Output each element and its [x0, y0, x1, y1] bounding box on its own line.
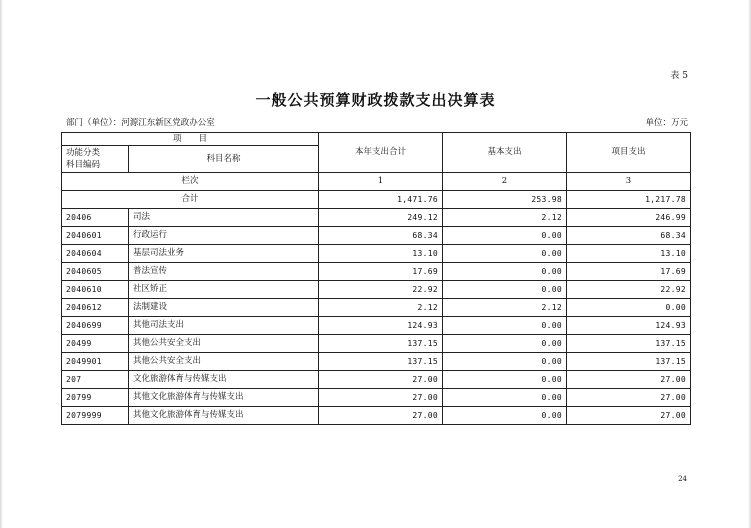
basic-cell: 0.00 [443, 317, 567, 335]
total-basic: 253.98 [443, 191, 567, 209]
header-project-expenditure: 项目支出 [567, 133, 691, 173]
unit-label: 单位：万元 [645, 118, 688, 128]
expenditure-table [61, 132, 691, 425]
basic-cell: 0.00 [443, 281, 567, 299]
page-number: 24 [678, 475, 687, 483]
department-label: 部门（单位）：河源江东新区党政办公室 [66, 118, 215, 128]
index-row [62, 173, 691, 191]
function-code-cell: 2040699 [62, 317, 129, 335]
table-row [62, 209, 691, 227]
function-code-cell: 2040604 [62, 245, 129, 263]
basic-cell: 0.00 [443, 263, 567, 281]
function-code-cell: 2079999 [62, 407, 129, 425]
function-code-cell: 2049901 [62, 353, 129, 371]
project-cell: 124.93 [567, 317, 691, 335]
function-code-cell: 2040612 [62, 299, 129, 317]
basic-cell: 0.00 [443, 371, 567, 389]
table-row [62, 281, 691, 299]
total-project: 1,217.78 [567, 191, 691, 209]
subject-name-cell: 其他公共安全支出 [129, 335, 319, 353]
total-cell: 27.00 [319, 407, 443, 425]
subject-name-cell: 文化旅游体育与传媒支出 [129, 371, 319, 389]
project-cell: 0.00 [567, 299, 691, 317]
total-cell: 2.12 [319, 299, 443, 317]
project-cell: 27.00 [567, 407, 691, 425]
table-row [62, 389, 691, 407]
total-cell: 137.15 [319, 353, 443, 371]
page-edge-left [0, 0, 3, 528]
total-sum: 1,471.76 [319, 191, 443, 209]
function-code-cell: 20406 [62, 209, 129, 227]
basic-cell: 0.00 [443, 335, 567, 353]
project-cell: 68.34 [567, 227, 691, 245]
subject-name-cell: 其他公共安全支出 [129, 353, 319, 371]
function-code-cell: 20499 [62, 335, 129, 353]
total-cell: 27.00 [319, 389, 443, 407]
function-code-cell: 2040601 [62, 227, 129, 245]
table-row [62, 371, 691, 389]
total-cell: 27.00 [319, 371, 443, 389]
index-3: 3 [567, 173, 691, 191]
total-cell: 13.10 [319, 245, 443, 263]
total-cell: 124.93 [319, 317, 443, 335]
basic-cell: 0.00 [443, 407, 567, 425]
function-code-cell: 20799 [62, 389, 129, 407]
index-2: 2 [443, 173, 567, 191]
header-basic: 基本支出 [443, 133, 567, 173]
basic-cell: 2.12 [443, 209, 567, 227]
total-cell: 137.15 [319, 335, 443, 353]
project-cell: 137.15 [567, 353, 691, 371]
basic-cell: 0.00 [443, 227, 567, 245]
basic-cell: 0.00 [443, 245, 567, 263]
total-cell: 17.69 [319, 263, 443, 281]
header-total: 本年支出合计 [319, 133, 443, 173]
function-code-cell: 207 [62, 371, 129, 389]
subject-name-cell: 法制建设 [129, 299, 319, 317]
subject-name-cell: 其他文化旅游体育与传媒支出 [129, 389, 319, 407]
table-row [62, 353, 691, 371]
table-row [62, 407, 691, 425]
index-label: 栏次 [62, 173, 319, 191]
subject-name-cell: 基层司法业务 [129, 245, 319, 263]
table-row [62, 245, 691, 263]
subject-name-cell: 其他司法支出 [129, 317, 319, 335]
header-row-1 [62, 133, 691, 146]
table-row [62, 227, 691, 245]
header-project: 项 目 [62, 133, 319, 146]
total-cell: 22.92 [319, 281, 443, 299]
index-1: 1 [319, 173, 443, 191]
total-cell: 249.12 [319, 209, 443, 227]
basic-cell: 0.00 [443, 389, 567, 407]
project-cell: 246.99 [567, 209, 691, 227]
table-row [62, 299, 691, 317]
project-cell: 13.10 [567, 245, 691, 263]
project-cell: 22.92 [567, 281, 691, 299]
basic-cell: 2.12 [443, 299, 567, 317]
subject-name-cell: 司法 [129, 209, 319, 227]
function-code-cell: 2040610 [62, 281, 129, 299]
table-row [62, 335, 691, 353]
subject-name-cell: 普法宣传 [129, 263, 319, 281]
table-row [62, 263, 691, 281]
table-number: 表 5 [670, 71, 688, 81]
basic-cell: 0.00 [443, 353, 567, 371]
total-cell: 68.34 [319, 227, 443, 245]
project-cell: 17.69 [567, 263, 691, 281]
table-row [62, 317, 691, 335]
function-code-cell: 2040605 [62, 263, 129, 281]
project-cell: 27.00 [567, 371, 691, 389]
total-label: 合计 [62, 191, 319, 209]
project-cell: 27.00 [567, 389, 691, 407]
subject-name-cell: 行政运行 [129, 227, 319, 245]
project-cell: 137.15 [567, 335, 691, 353]
header-subject-name: 科目名称 [129, 146, 319, 173]
subject-name-cell: 其他文化旅游体育与传媒支出 [129, 407, 319, 425]
page-title: 一般公共预算财政拨款支出决算表 [255, 91, 496, 109]
subject-name-cell: 社区矫正 [129, 281, 319, 299]
total-row [62, 191, 691, 209]
header-function-code: 功能分类 科目编码 [62, 146, 129, 173]
